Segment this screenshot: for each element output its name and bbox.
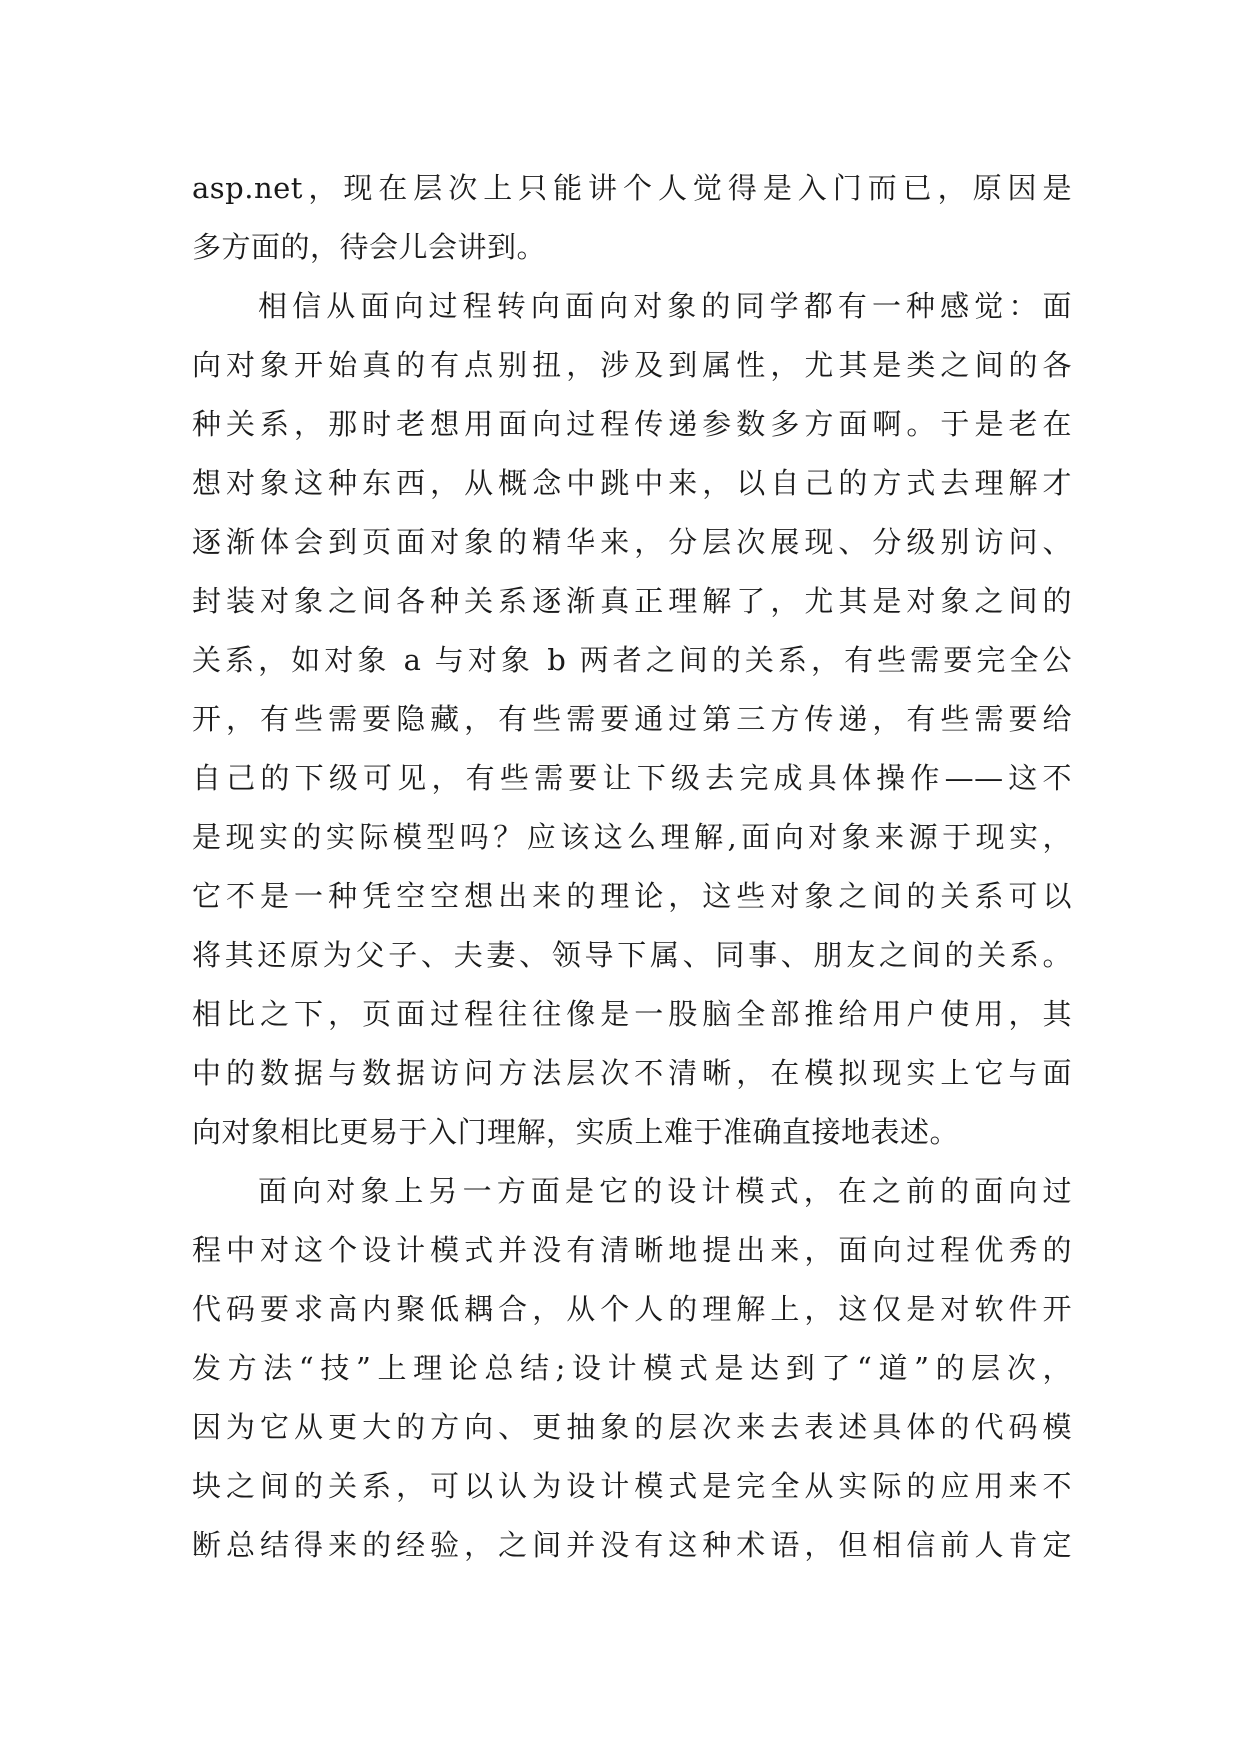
paragraph-1-line-1: asp.net，现在层次上只能讲个人觉得是入门而已，原因是 (192, 171, 1072, 205)
paragraph-2-line-4: 想对象这种东西，从概念中跳中来，以自己的方式去理解才 (192, 466, 1072, 500)
paragraph-2-line-9: 自己的下级可见，有些需要让下级去完成具体操作——这不 (192, 761, 1072, 795)
paragraph-2-line-5: 逐渐体会到页面对象的精华来，分层次展现、分级别访问、 (192, 525, 1072, 559)
paragraph-2-line-2: 向对象开始真的有点别扭，涉及到属性，尤其是类之间的各 (192, 348, 1072, 382)
paragraph-3-line-7: 断总结得来的经验，之间并没有这种术语，但相信前人肯定 (192, 1528, 1072, 1562)
paragraph-2-line-13: 相比之下，页面过程往往像是一股脑全部推给用户使用，其 (192, 997, 1072, 1031)
body-text (192, 159, 1072, 1575)
paragraph-2-line-10: 是现实的实际模型吗？应该这么理解,面向对象来源于现实， (192, 820, 1072, 854)
paragraph-2-line-3: 种关系，那时老想用面向过程传递参数多方面啊。于是老在 (192, 407, 1072, 441)
paragraph-2-line-12: 将其还原为父子、夫妻、领导下属、同事、朋友之间的关系。 (192, 938, 1072, 972)
paragraph-3-line-1: 面向对象上另一方面是它的设计模式，在之前的面向过 (258, 1174, 1072, 1208)
paragraph-2-line-11: 它不是一种凭空空想出来的理论，这些对象之间的关系可以 (192, 879, 1072, 913)
paragraph-2-line-14: 中的数据与数据访问方法层次不清晰，在模拟现实上它与面 (192, 1056, 1072, 1090)
paragraph-2-line-7: 关系，如对象 a 与对象 b 两者之间的关系，有些需要完全公 (192, 643, 1072, 677)
paragraph-2-line-15: 向对象相比更易于入门理解，实质上难于准确直接地表述。 (192, 1115, 960, 1149)
paragraph-3-line-5: 因为它从更大的方向、更抽象的层次来去表述具体的代码模 (192, 1410, 1072, 1444)
paragraph-3-line-6: 块之间的关系，可以认为设计模式是完全从实际的应用来不 (192, 1469, 1072, 1503)
paragraph-3-line-4: 发方法“技”上理论总结;设计模式是达到了“道”的层次， (192, 1351, 1072, 1385)
paragraph-2-line-1: 相信从面向过程转向面向对象的同学都有一种感觉：面 (258, 289, 1072, 323)
paragraph-2-line-6: 封装对象之间各种关系逐渐真正理解了，尤其是对象之间的 (192, 584, 1072, 618)
paragraph-3-line-3: 代码要求高内聚低耦合，从个人的理解上，这仅是对软件开 (192, 1292, 1072, 1326)
paragraph-2-line-8: 开，有些需要隐藏，有些需要通过第三方传递，有些需要给 (192, 702, 1072, 736)
paragraph-3-line-2: 程中对这个设计模式并没有清晰地提出来，面向过程优秀的 (192, 1233, 1072, 1267)
paragraph-1-line-2: 多方面的，待会儿会讲到。 (192, 230, 547, 264)
